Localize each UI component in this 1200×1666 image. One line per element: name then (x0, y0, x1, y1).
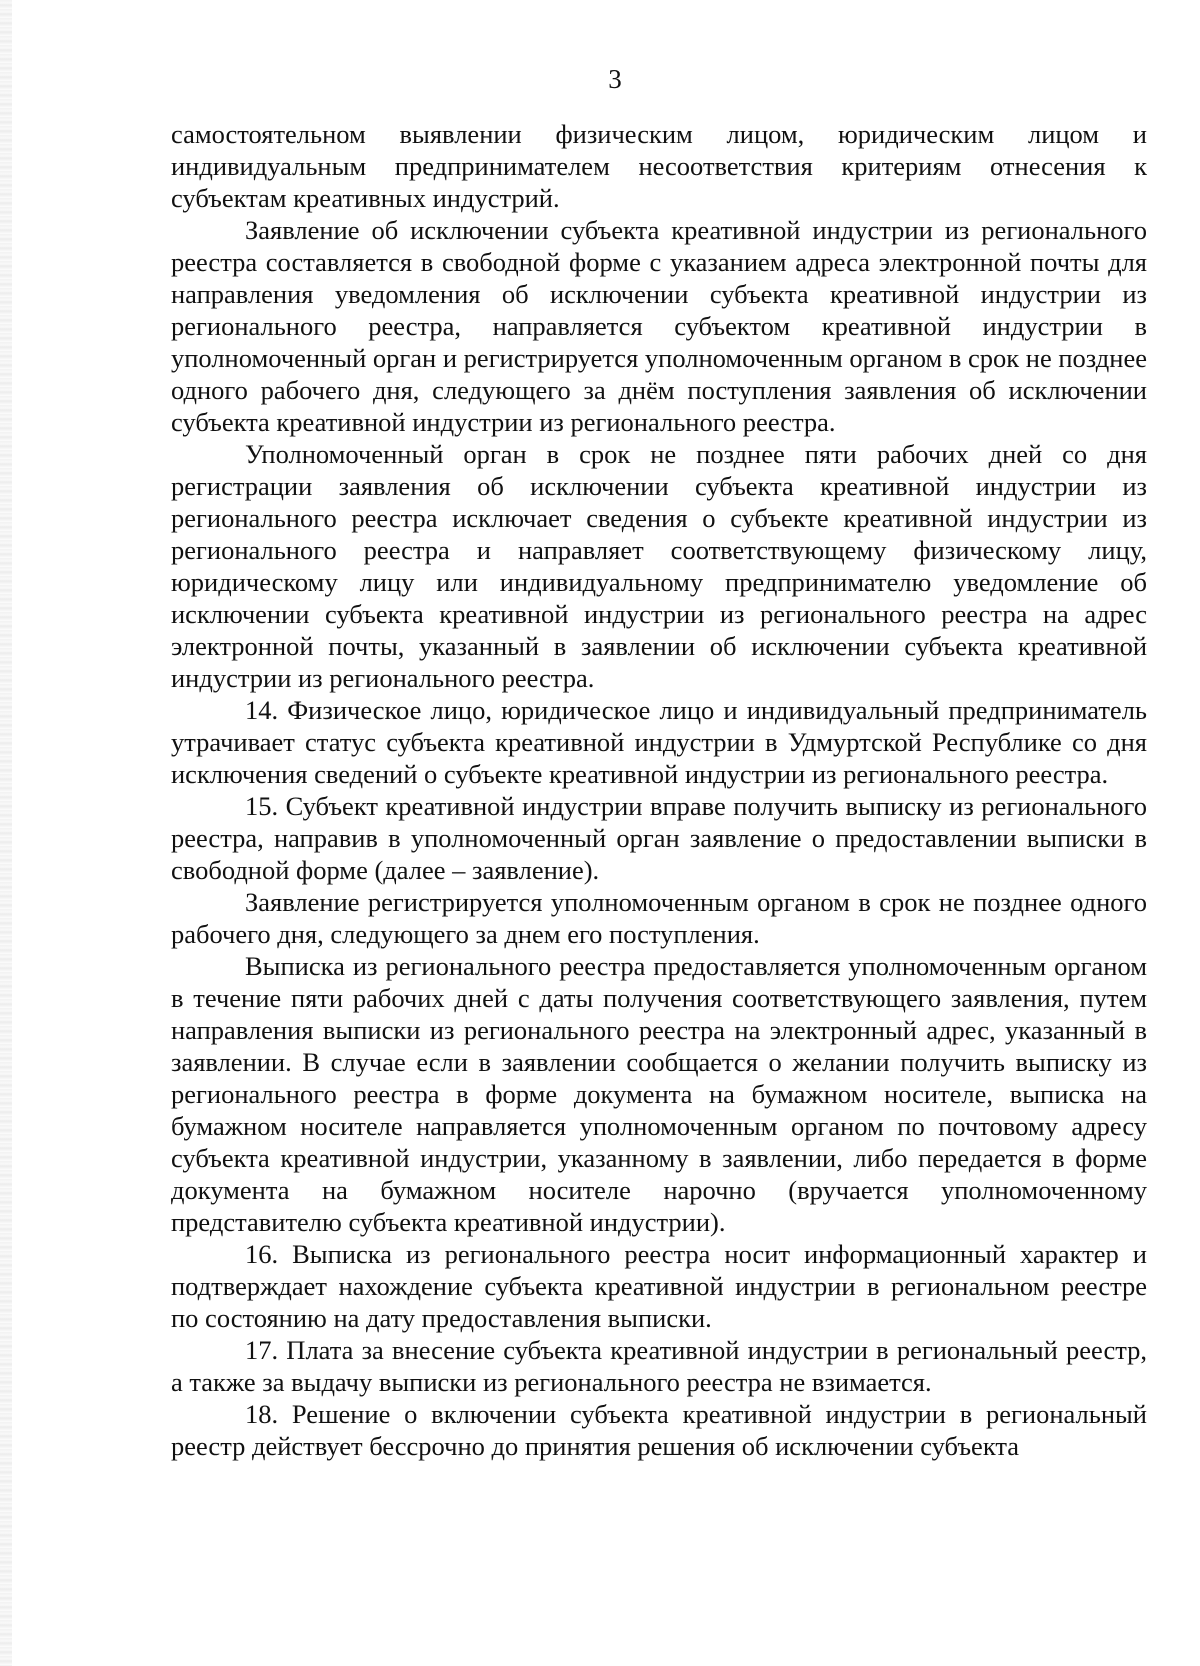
paragraph-item-16: 16. Выписка из регионального реестра носит информационный характер и подтверждает нахождение субъекта креативной индустрии в региональном реестре по состоянию на дату предоставления выписки. (171, 1239, 1147, 1333)
paragraph-authority-exclusion: Уполномоченный орган в срок не позднее пяти рабочих дней со дня регистрации заявления об исключении субъекта креативной индустрии из регионального реестра исключает сведения о субъекте креативной индустрии из регионального реестра и направляет соответствующему физическому лицу, юридическому лицу или индивидуальному предпринимателю уведомление об исключении субъекта креативной индустрии из регионального реестра на адрес электронной почты, указанный в заявлении об исключении субъекта креативной индустрии из регионального реестра. (171, 439, 1147, 693)
paragraph-extract-provision: Выписка из регионального реестра предоставляется уполномоченным органом в течение пяти рабочих дней с даты получения соответствующего заявления, путем направления выписки из регионального реестра на электронный адрес, указанный в заявлении. В случае если в заявлении сообщается о желании получить выписку из регионального реестра в форме документа на бумажном носителе, выписка на бумажном носителе направляется уполномоченным органом по почтовому адресу субъекта креативной индустрии, указанному в заявлении, либо передается в форме документа на бумажном носителе нарочно (вручается уполномоченному представителю субъекта креативной индустрии). (171, 951, 1147, 1237)
paragraph-item-14: 14. Физическое лицо, юридическое лицо и индивидуальный предприниматель утрачивает статус субъекта креативной индустрии в Удмуртской Республике со дня исключения сведений о субъекте креативной индустрии из регионального реестра. (171, 695, 1147, 789)
paragraph-continuation: самостоятельном выявлении физическим лицом, юридическим лицом и индивидуальным предпринимателем несоответствия критериям отнесения к субъектам креативных индустрий. (171, 119, 1147, 213)
paragraph-item-17: 17. Плата за внесение субъекта креативной индустрии в региональный реестр, а также за выдачу выписки из регионального реестра не взимается. (171, 1335, 1147, 1397)
paragraph-application-registration: Заявление регистрируется уполномоченным органом в срок не позднее одного рабочего дня, следующего за днем его поступления. (171, 887, 1147, 949)
paragraph-application-exclusion: Заявление об исключении субъекта креативной индустрии из регионального реестра составляется в свободной форме с указанием адреса электронной почты для направления уведомления об исключении субъекта креативной индустрии из регионального реестра, направляется субъектом креативной индустрии в уполномоченный орган и регистрируется уполномоченным органом в срок не позднее одного рабочего дня, следующего за днём поступления заявления об исключении субъекта креативной индустрии из регионального реестра. (171, 215, 1147, 437)
document-body (171, 118, 1147, 1462)
paragraph-item-18: 18. Решение о включении субъекта креативной индустрии в региональный реестр действует бессрочно до принятия решения об исключении субъекта (171, 1399, 1147, 1461)
page-number: 3 (608, 64, 622, 94)
paragraph-item-15: 15. Субъект креативной индустрии вправе получить выписку из регионального реестра, направив в уполномоченный орган заявление о предоставлении выписки в свободной форме (далее – заявление). (171, 791, 1147, 885)
